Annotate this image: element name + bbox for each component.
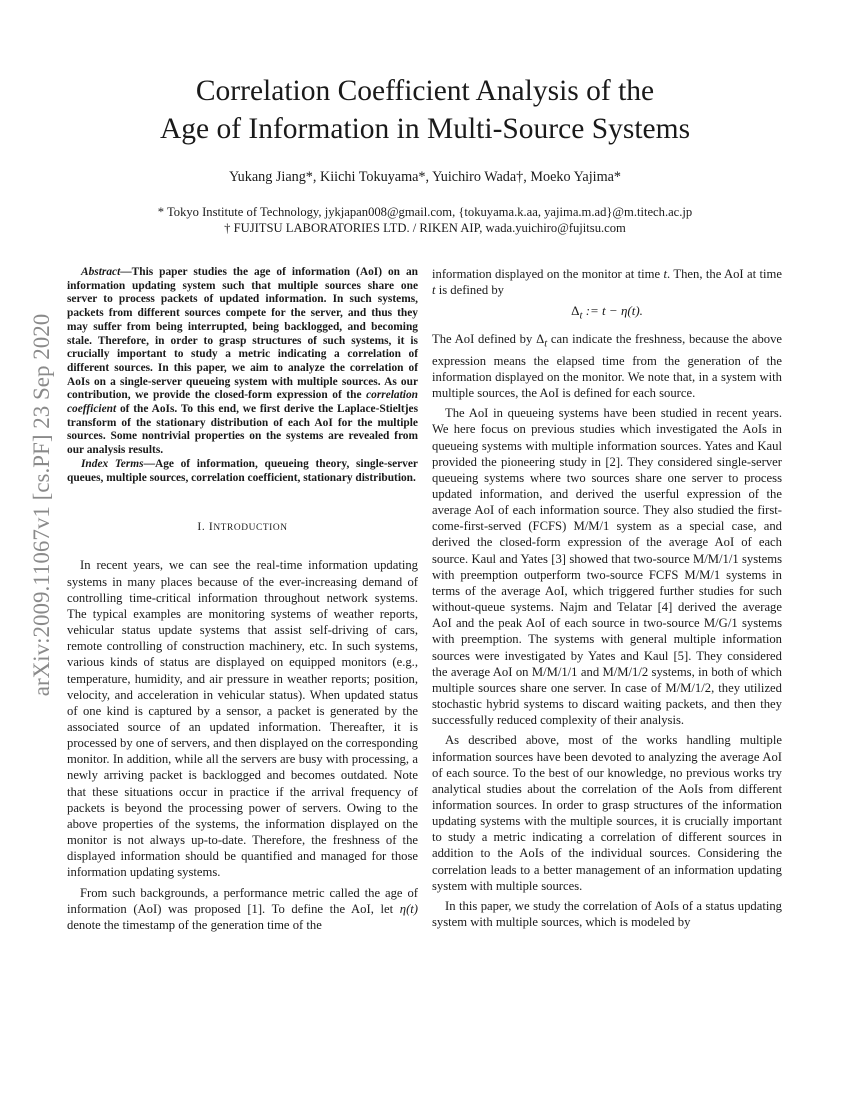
section-initial: I bbox=[208, 520, 214, 534]
contribution-paragraph: In this paper, we study the correlation of AoIs of a status updating system with multiple sources, which is modeled by bbox=[432, 898, 782, 930]
delta-subscript: t bbox=[544, 338, 548, 350]
abstract-emphasis: correlation coefficient bbox=[67, 389, 418, 416]
abstract: Abstract—This paper studies the age of information (AoI) on an information updating system such that multiple sources share one server to process packets of updated information. In such systems, packets from different sources compete for the server, and thus they may suffer from being interrupted, being backlogged, and becoming stale. Therefore, in order to grasp structures of such systems, it is crucially important to study a metric indicating a correlation of different sources. In this paper, we aim to analyze the correlation of AoIs on a single-server queueing system with multiple sources. As our contribution, we provide the closed-form expression of the correlation coefficient of the AoIs. To this end, we first derive the Laplace-Stieltjes transform of the stationary distribution of each AoI for the multiple sources. Some nontrivial properties on the systems are revealed from our analysis results. bbox=[67, 266, 418, 457]
equation-rhs: := t − η(t). bbox=[585, 303, 643, 319]
affiliation-1: * Tokyo Institute of Technology, jykjapan008@gmail.com, {tokuyama.k.aa, yajima.m.ad}@m.titech.ac.jp bbox=[157, 205, 693, 219]
intro-paragraph-1: In recent years, we can see the real-time information updating systems in many places because of the ever-increasing demand of controlling time-critical information throughout network systems. The typical examples are monitoring systems of weather reports, vehicular status update systems that assist self-driving of cars, remote controlling of construction machinery, etc. In such systems, various kinds of status are displayed on equipped monitors (e.g., temperature, humidity, and air pressure in weather reports; position, velocity, and acceleration in vehicular status). When updated status of one kind is captured by a sensor, a packet is generated by the associated source of an updated information. Thereafter, it is processed by one of servers, and then displayed on the corresponding monitor. In addition, while all the servers are busy with processing, a newly arriving packet is backlogged and becomes outdated. Note that these situations occur in practice if the arrival frequency of packets is beyond the processing power of servers. Owing to the above properties of the systems, the information displayed on the monitor is not always up-to-date. Therefore, the freshness of the displayed information should be quantified and managed for those information updating systems. bbox=[67, 558, 418, 880]
abstract-label: Abstract bbox=[81, 266, 121, 278]
aoi-equation bbox=[432, 303, 782, 324]
index-terms-label: Index Terms bbox=[81, 457, 144, 470]
equation-lhs: Δ bbox=[571, 303, 580, 319]
freshness-text-cont: can indicate the freshness, because the above expression means the elapsed time from the generation of the information displayed on the monitor. We note that, in a system with multiple sources, the AoI is defined for each source. bbox=[432, 332, 783, 401]
intro-paragraph-2 bbox=[67, 885, 418, 933]
index-terms: Index Terms—Age of information, queueing theory, single-server queues, multiple sources, correlation coefficient, stationary distribution. bbox=[67, 457, 418, 484]
title-line-1: Correlation Coefficient Analysis of the bbox=[195, 75, 655, 107]
title-line-2: Age of Information in Multi-Source Systems bbox=[159, 113, 691, 145]
section-heading-introduction bbox=[67, 519, 418, 536]
paper-title bbox=[60, 72, 790, 148]
delta-symbol: Δ bbox=[536, 332, 545, 347]
aoi-definition-text: From such backgrounds, a performance metric called the age of information (AoI) was proposed [1]. To define the AoI, let bbox=[67, 885, 418, 916]
freshness-text: The AoI defined by bbox=[432, 332, 533, 347]
continuation-text-end: is defined by bbox=[438, 283, 504, 298]
continuation-text: information displayed on the monitor at time bbox=[432, 267, 661, 281]
right-paragraph-continuation bbox=[432, 266, 782, 298]
arxiv-identifier: arXiv:2009.11067v1 [cs.PF] 23 Sep 2020 bbox=[29, 313, 54, 697]
left-column bbox=[67, 266, 418, 937]
time-symbol-2: t bbox=[432, 283, 436, 298]
aoi-definition-text-cont: denote the timestamp of the generation time of the bbox=[67, 917, 322, 932]
time-symbol: t bbox=[663, 267, 668, 281]
affiliation-2: † FUJITSU LABORATORIES LTD. / RIKEN AIP, wada.yuichiro@fujitsu.com bbox=[224, 221, 626, 235]
section-title-rest: NTRODUCTION bbox=[213, 523, 288, 534]
abstract-text-2: of the AoIs. To this end, we first derive the Laplace-Stieltjes transform of the stationary distribution of each AoI for the multiple sources. Some nontrivial properties on the systems are revealed from our analysis results. bbox=[67, 403, 418, 457]
continuation-text-mid: . Then, the AoI at time bbox=[667, 267, 782, 281]
related-work-paragraph: The AoI in queueing systems have been studied in recent years. We here focus on previous studies which investigated the AoIs in queueing systems with multiple information sources. Yates and Kaul provided the pioneering study in [2]. They considered single-server queueing systems where two sources share one server to process updated information, and derived the userful expression of the average AoI of each information source. They also studied the first-come-first-served (FCFS) M/M/1 system as a special case, and derived the closed-form expression of the average AoI of each source. Kaul and Yates [3] showed that two-source M/M/1/1 systems with preemption outperform two-source FCFS M/M/1 systems in terms of the average AoI, which triggered further studies for such without-queue systems. Najm and Telatar [4] derived the average AoI and the peak AoI of each source in two-source M/G/1 systems with preemption. The systems with general multiple information sources were investigated by Yates and Kaul [5]. They considered the average AoI on M/M/1/1 and M/M/1/2 systems, in both of which multiple sources share one server. In case of M/M/1/2, they utilized stochastic hybrid systems to discard waiting packets, and then they successfully reduced complexity of their analysis. bbox=[432, 406, 782, 728]
affiliations bbox=[60, 204, 790, 236]
section-number: I. bbox=[197, 520, 209, 534]
aoi-freshness-paragraph bbox=[432, 331, 782, 401]
right-column bbox=[432, 266, 782, 934]
author-list: Yukang Jiang*, Kiichi Tokuyama*, Yuichiro Wada†, Moeko Yajima* bbox=[228, 169, 622, 185]
motivation-paragraph: As described above, most of the works handling multiple information sources have been devoted to analyzing the average AoI of each source. To the best of our knowledge, no previous works try analytical studies about the correlation of the AoIs from different information sources. In order to grasp structures of the information updating systems with the multiple sources, it is crucially important to study a metric indicating a correlation of different sources in addition to the AoIs of the individual sources. Considering the correlation leads to a better management of an information updating system with multiple sources. bbox=[432, 733, 782, 893]
abstract-text-1: This paper studies the age of information (AoI) on an information updating system such that multiple sources share one server to process packets of updated information. In such systems, packets from different sources compete for the server, and thus they may suffer from being interrupted, being backlogged, and becoming stale. Therefore, in order to grasp structures of such systems, it is crucially important to study a metric indicating a correlation of different sources. In this paper, we aim to analyze the correlation of AoIs on a single-server queueing system with multiple sources. As our contribution, we provide the closed-form expression of the bbox=[67, 266, 418, 402]
equation-subscript: t bbox=[579, 309, 583, 322]
index-terms-text: Age of information, queueing theory, single-server queues, multiple sources, correlation coefficient, stationary distribution. bbox=[67, 457, 418, 484]
eta-symbol: η(t) bbox=[399, 901, 418, 916]
